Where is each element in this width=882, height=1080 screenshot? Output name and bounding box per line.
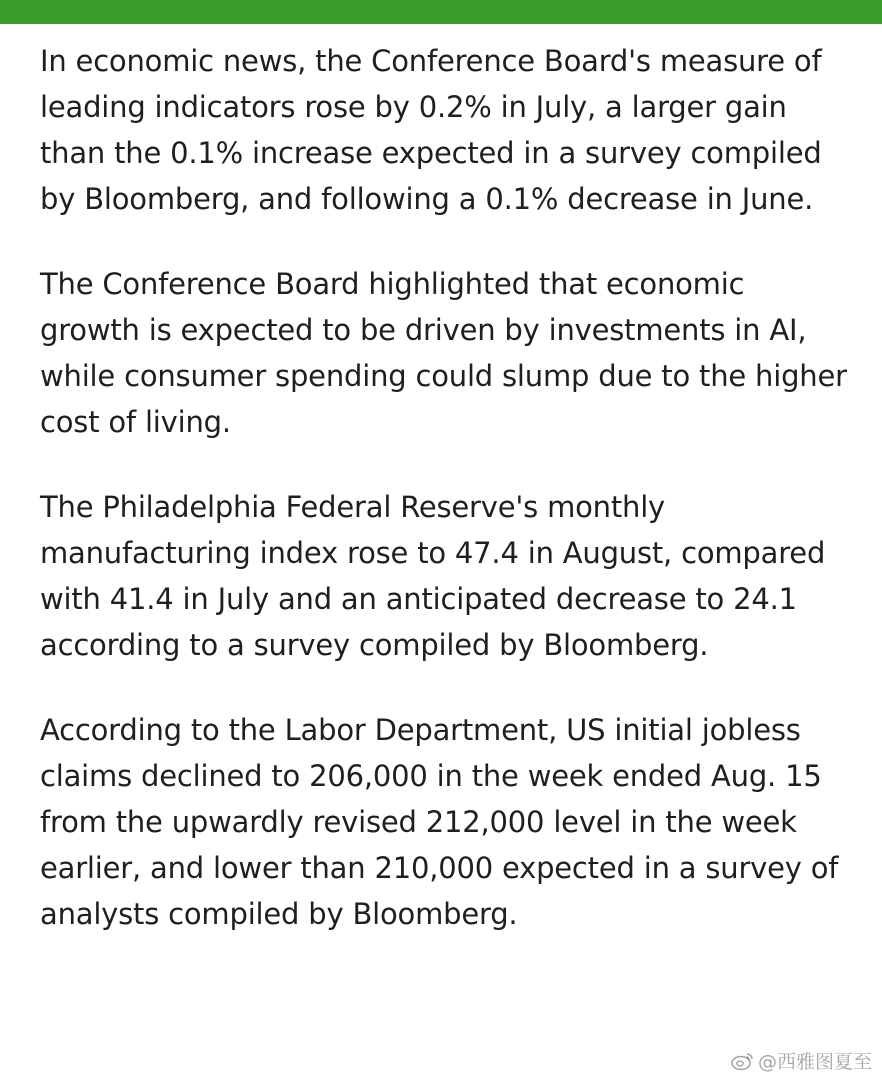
paragraph-jobless-claims: According to the Labor Department, US initial jobless claims declined to 206,000 in the week ended Aug. 15 from the upwardly revised 212,000 level in the week earlier, and lower than 210,000 expected in a survey of analysts compiled by Bloomberg.	[40, 713, 839, 931]
watermark	[731, 1047, 872, 1074]
top-accent-bar	[0, 0, 882, 24]
paragraph-conference-board: The Conference Board highlighted that economic growth is expected to be driven by investments in AI, while consumer spending could slump due to the higher cost of living.	[40, 267, 847, 439]
weibo-icon	[731, 1051, 755, 1071]
paragraph-philadelphia-fed: The Philadelphia Federal Reserve's monthly manufacturing index rose to 47.4 in August, compared with 41.4 in July and an anticipated decrease to 24.1 according to a survey compiled by Bloomberg.	[40, 490, 826, 662]
paragraph-leading-indicators: In economic news, the Conference Board's measure of leading indicators rose by 0.2% in July, a larger gain than the 0.1% increase expected in a survey compiled by Bloomberg, and following a 0.1% decrease in June.	[40, 44, 822, 216]
watermark-text: @西雅图夏至	[757, 1051, 872, 1073]
article-body	[40, 38, 852, 976]
